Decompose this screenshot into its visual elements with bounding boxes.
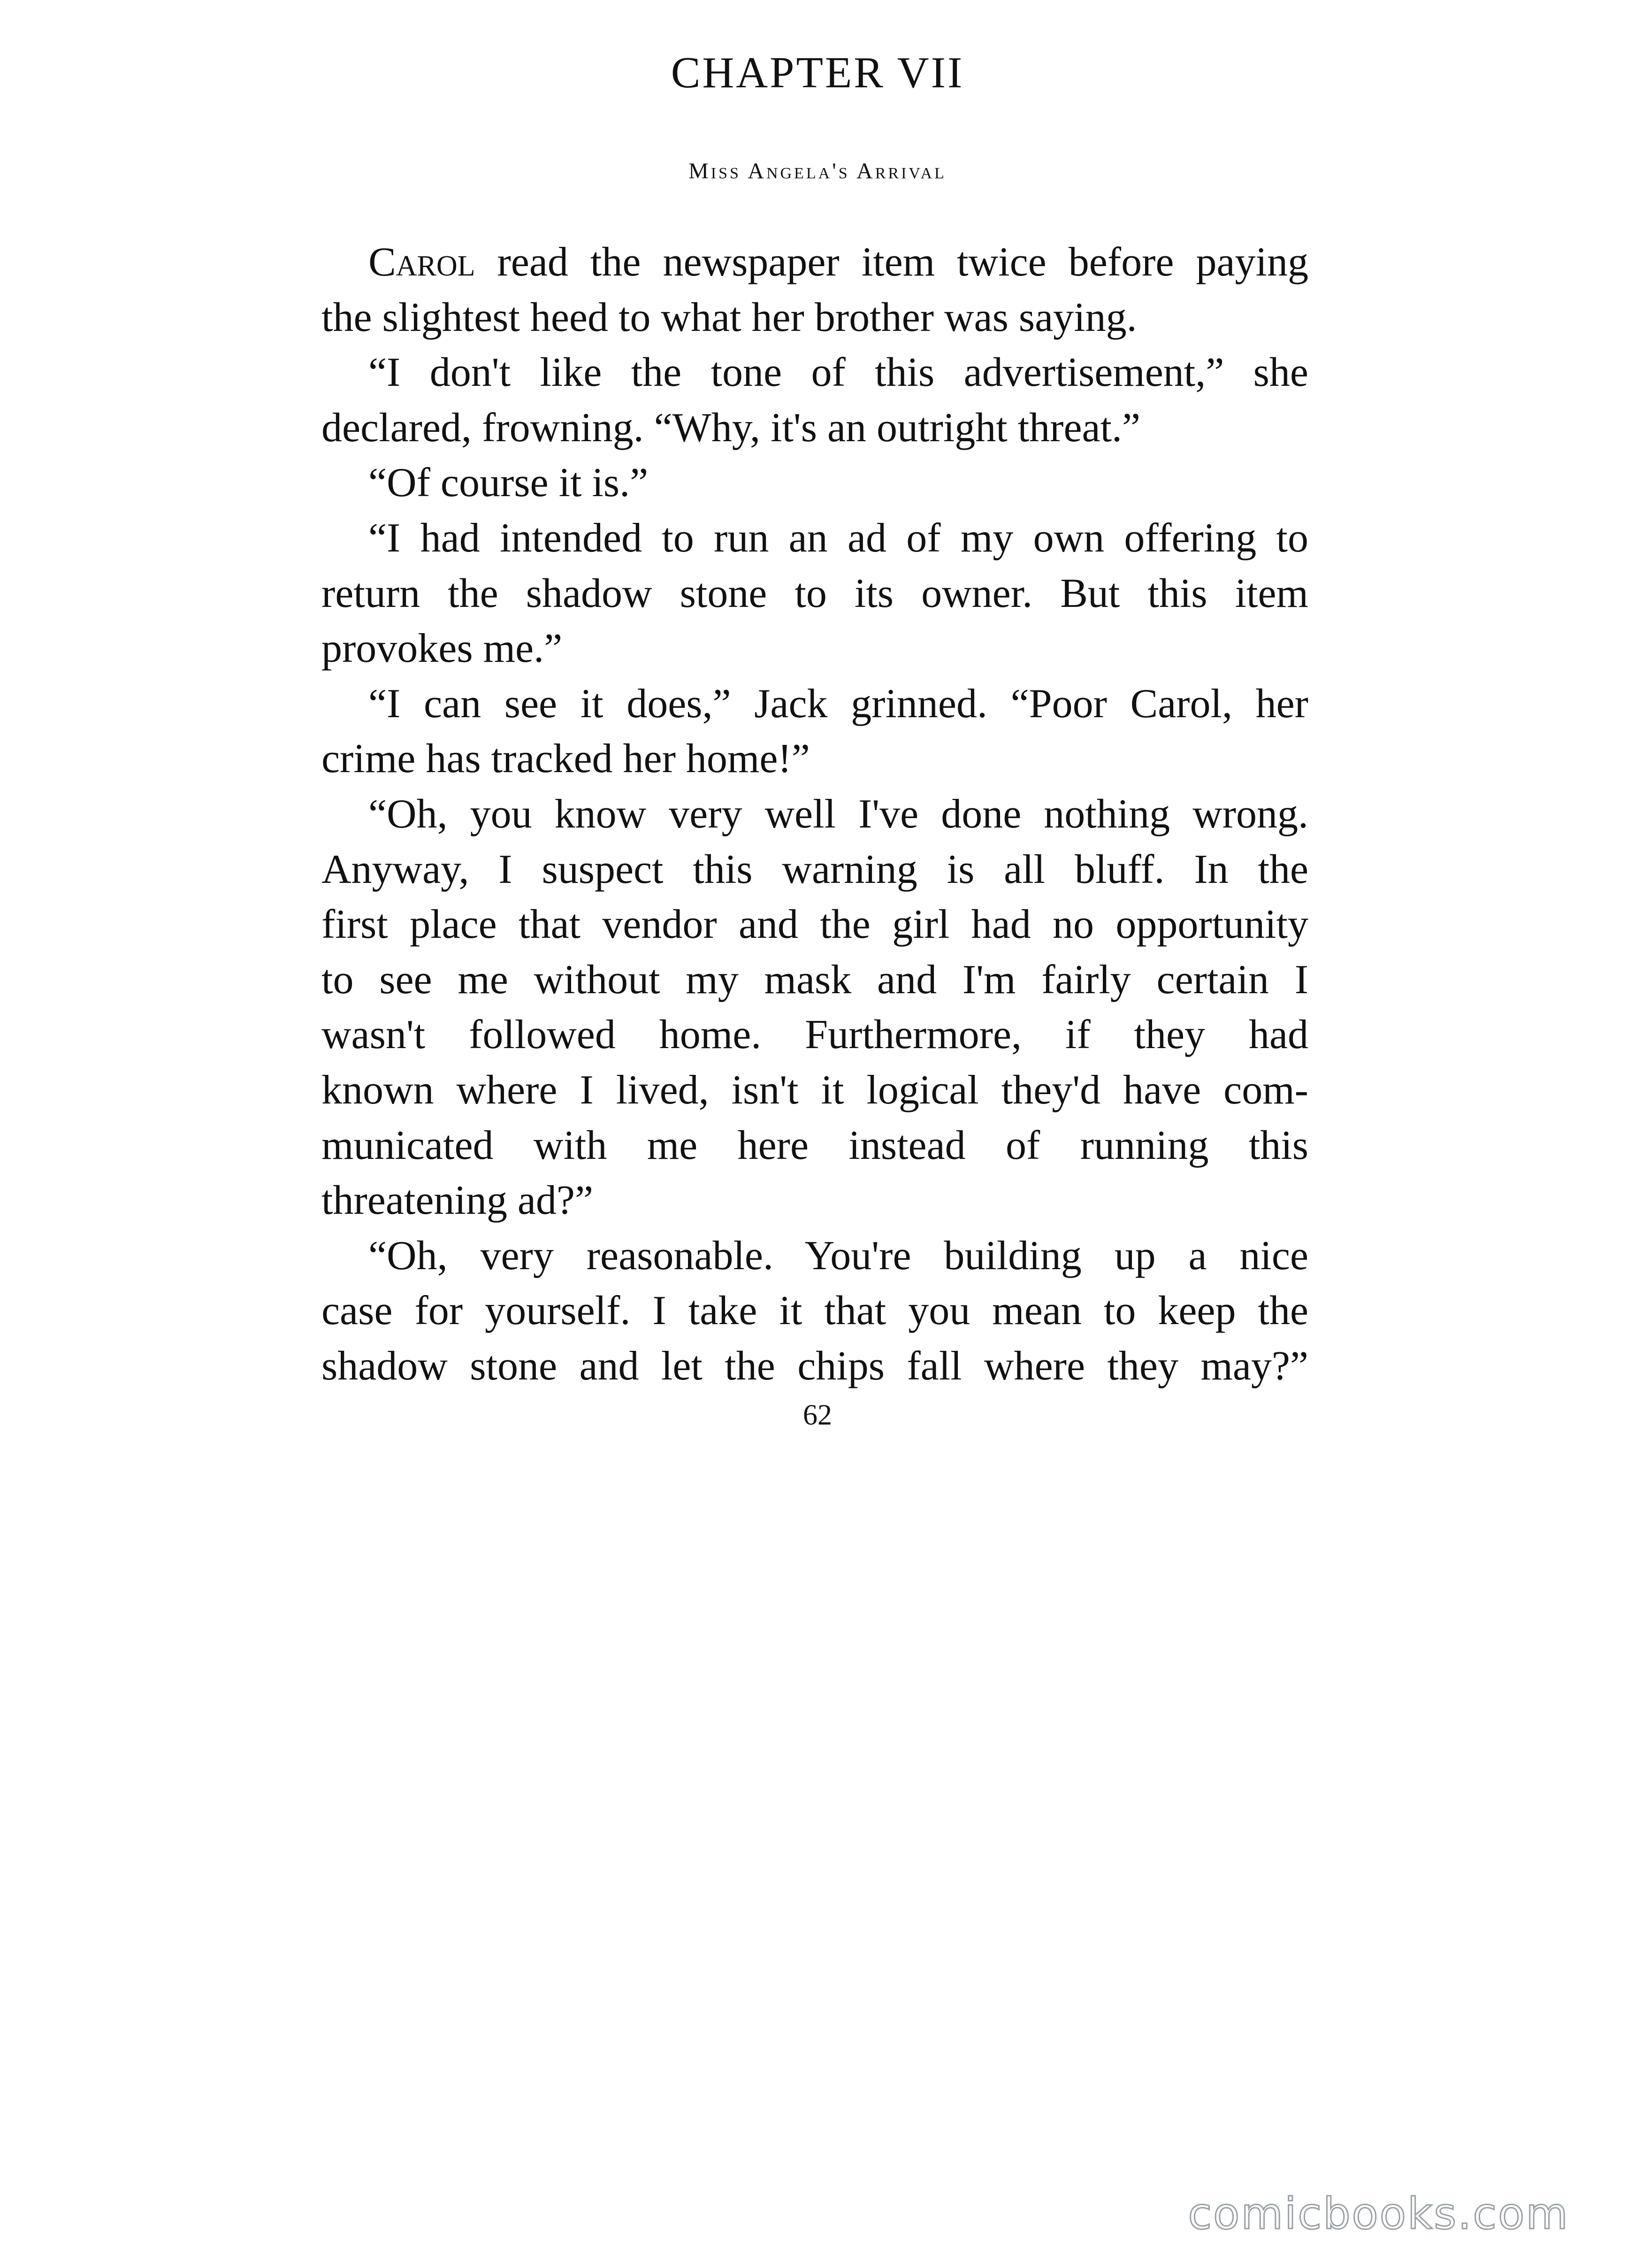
text-line: crime has tracked her home!” [321, 736, 810, 782]
text-line: “I can see it does,” Jack grinned. “Poor Carol, her [368, 681, 1308, 727]
text-line: to see me without my mask and I'm fairly certain I [321, 957, 1308, 1003]
text-line: the slightest heed to what her brother was saying. [321, 294, 1137, 340]
text-line: wasn't followed home. Furthermore, if they had [321, 1012, 1308, 1058]
page-number: 62 [803, 1399, 832, 1431]
text-line: case for yourself. I take it that you mean to keep the [321, 1288, 1308, 1334]
text-line: threatening ad?” [321, 1178, 594, 1224]
text-line: Anyway, I suspect this warning is all bluff. In the [321, 846, 1308, 892]
lead-word: Carol [368, 239, 475, 285]
text-line: municated with me here instead of running this [321, 1122, 1308, 1168]
text-line: return the shadow stone to its owner. But this item [321, 570, 1308, 616]
text-line: “Oh, very reasonable. You're building up a nice [368, 1233, 1308, 1279]
watermark: comicbooks.com [1188, 2189, 1569, 2239]
text-line: Carol read the newspaper item twice before paying [368, 239, 1308, 285]
text-line: shadow stone and let the chips fall where they may?” [321, 1343, 1308, 1389]
text-line: “Oh, you know very well I've done nothing wrong. [368, 791, 1308, 837]
text-line: “I don't like the tone of this advertisement,” she [368, 350, 1308, 396]
text-line: known where I lived, isn't it logical they'd have com- [321, 1067, 1308, 1113]
text-line: provokes me.” [321, 626, 563, 672]
text-line: “I had intended to run an ad of my own offering to [368, 515, 1308, 561]
body-text [321, 235, 1308, 1394]
chapter-title: CHAPTER VII [671, 48, 964, 97]
text-line: “Of course it is.” [368, 460, 649, 506]
text-line: declared, frowning. “Why, it's an outright threat.” [321, 405, 1141, 451]
text-line: first place that vendor and the girl had no opportunity [321, 902, 1308, 948]
chapter-subtitle: Miss Angela's Arrival [688, 159, 947, 184]
